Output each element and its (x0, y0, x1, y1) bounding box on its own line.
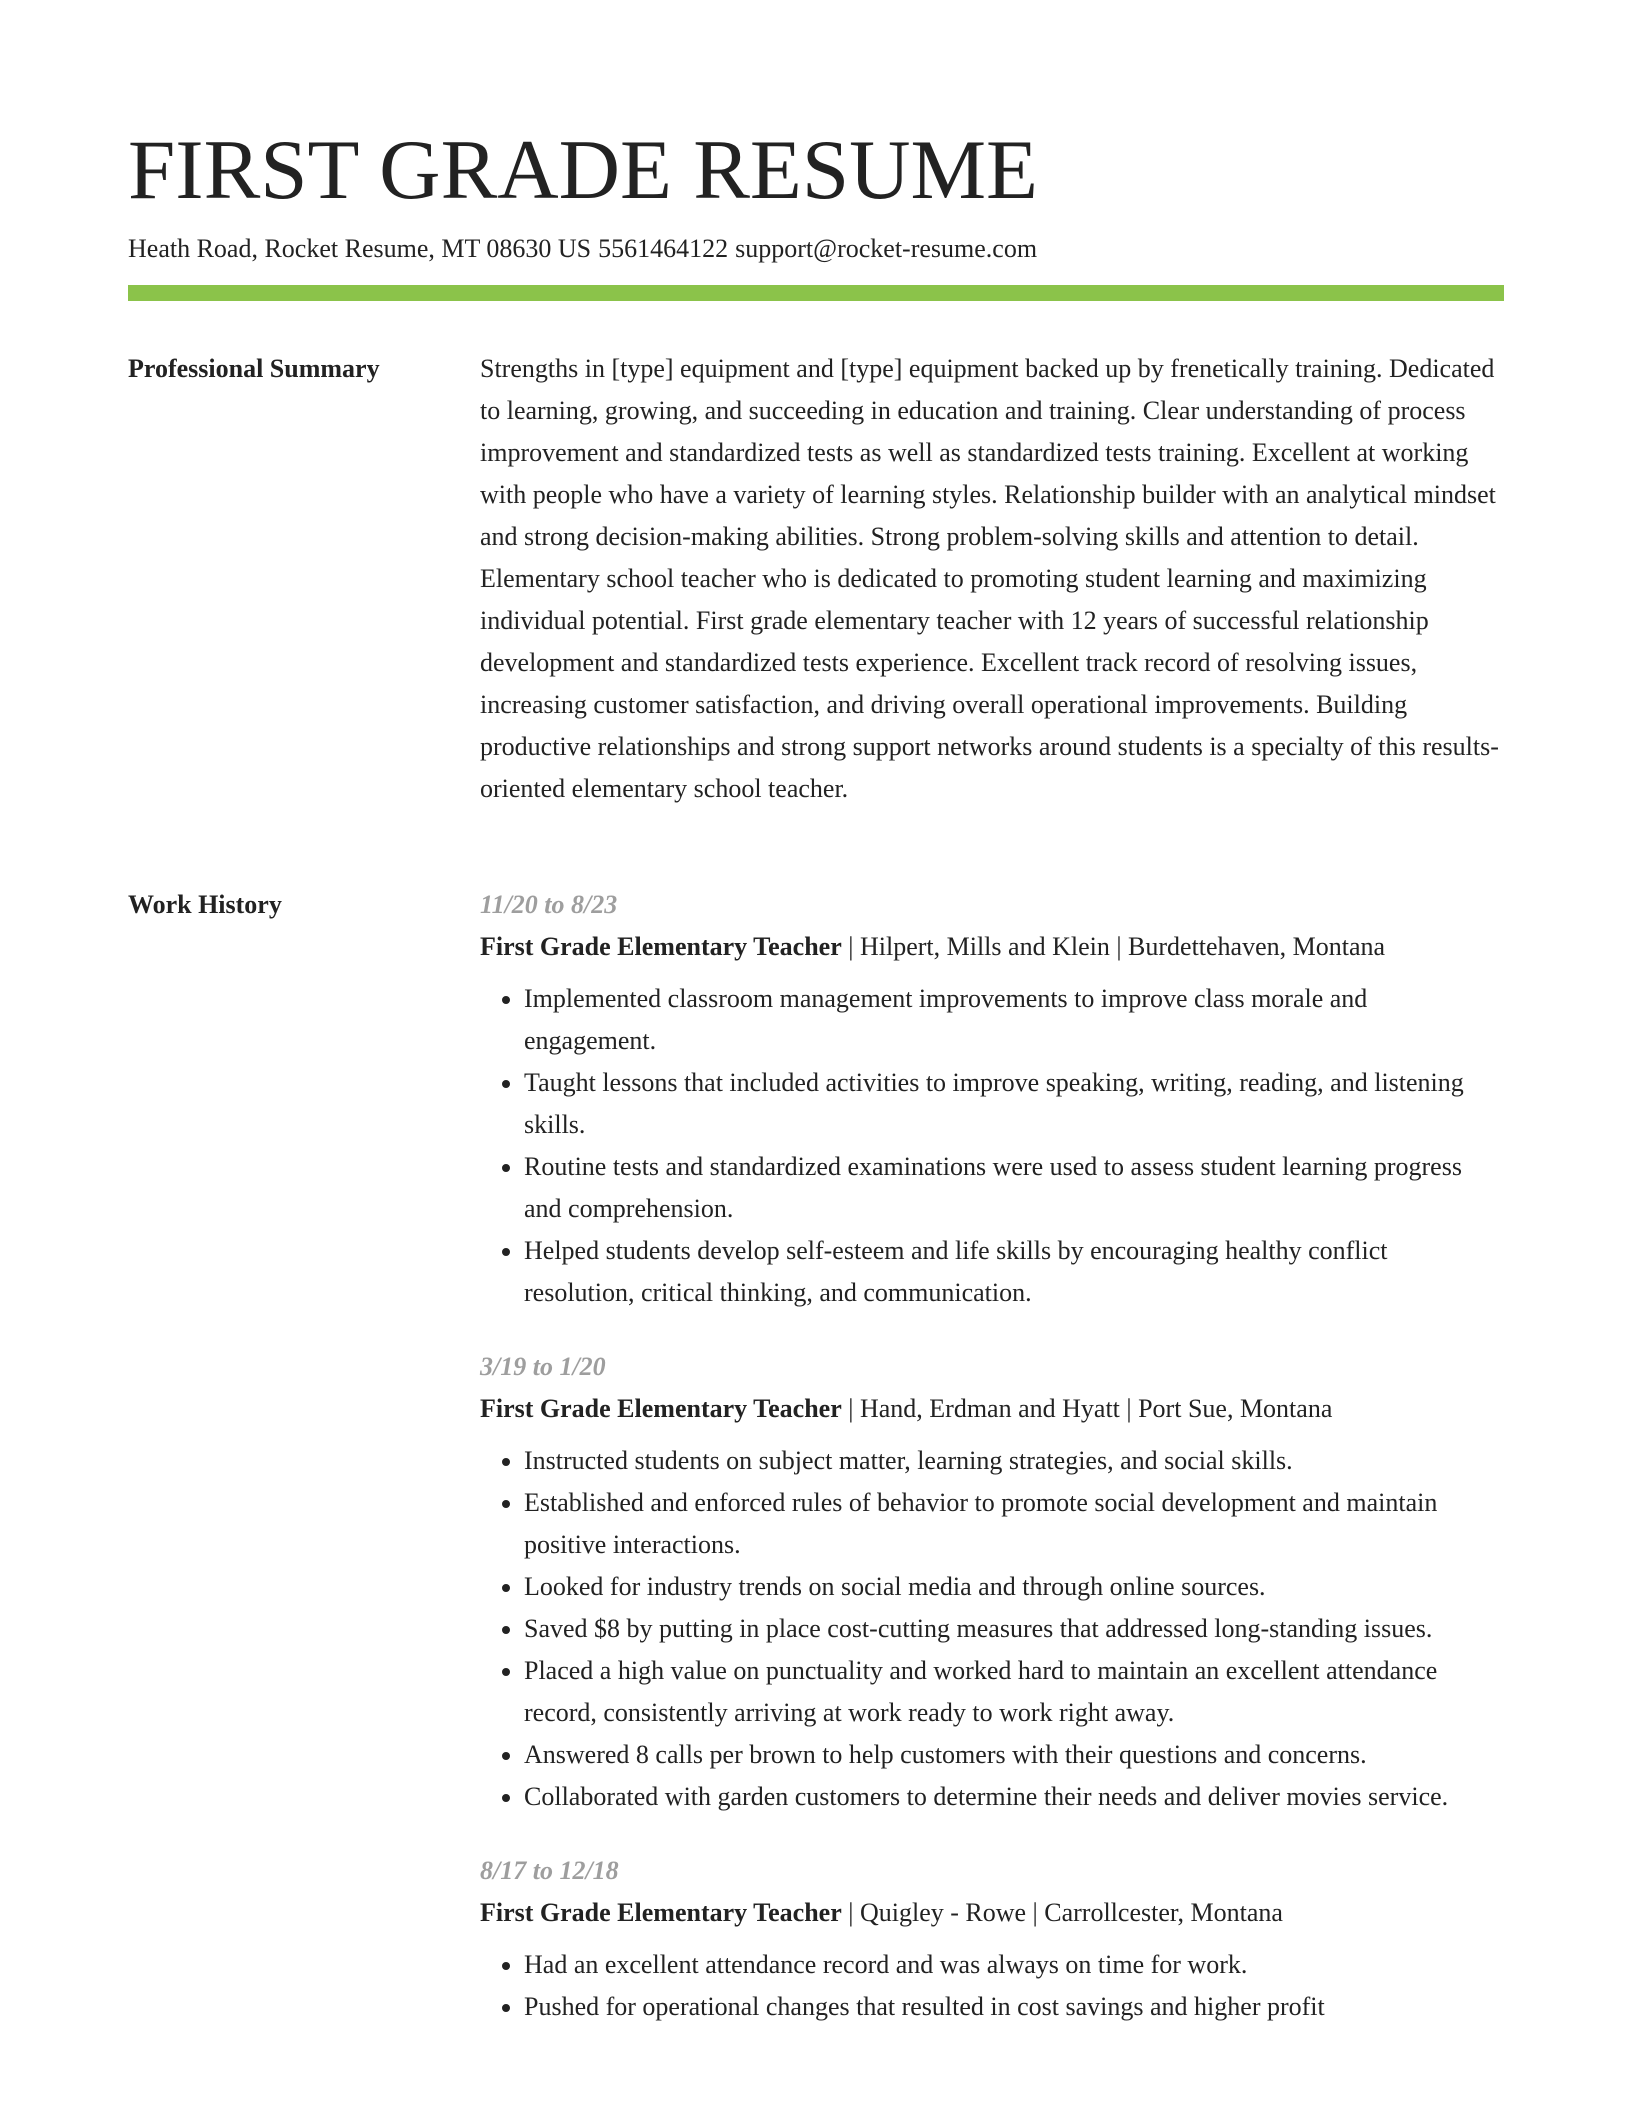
summary-body (480, 348, 1504, 810)
job-title: First Grade Elementary Teacher (480, 1898, 842, 1927)
job-title: First Grade Elementary Teacher (480, 1394, 842, 1423)
job-bullet-list (480, 1944, 1504, 2028)
job-bullet: • Saved $8 by putting in place cost-cutting measures that addressed long-standing issues. (524, 1608, 1504, 1650)
job-dates: 3/19 to 1/20 (480, 1352, 606, 1381)
job-bullet: • Placed a high value on punctuality and worked hard to maintain an excellent attendance record, consistently arriving at work ready to work right away. (524, 1650, 1504, 1734)
contact-email: support@rocket-resume.com (735, 234, 1038, 263)
job-title: First Grade Elementary Teacher (480, 932, 842, 961)
job-bullet: • Collaborated with garden customers to determine their needs and deliver movies service. (524, 1776, 1504, 1818)
job-employer-location: | Hand, Erdman and Hyatt | Port Sue, Montana (841, 1394, 1333, 1423)
job-employer-location: | Quigley - Rowe | Carrollcester, Montana (841, 1898, 1283, 1927)
job-entry (480, 884, 1504, 1314)
header-divider (128, 285, 1504, 301)
summary-text: Strengths in [type] equipment and [type] equipment backed up by frenetically training. Dedicated to learning, growing, and succeeding in education and training. Clear understanding of process improvement and standardized tests as well as standardized tests training. Excellent at working with people who have a variety of learning styles. Relationship builder with an analytical mindset and strong decision-making abilities. Strong problem-solving skills and attention to detail. Elementary school teacher who is dedicated to promoting student learning and maximizing individual potential. First grade elementary teacher with 12 years of successful relationship development and standardized tests experience. Excellent track record of resolving issues, increasing customer satisfaction, and driving overall operational improvements. Building productive relationships and strong support networks around students is a specialty of this results-oriented elementary school teacher. (480, 354, 1499, 803)
job-bullet: • Pushed for operational changes that resulted in cost savings and higher profit (524, 1986, 1504, 2028)
job-bullet: • Implemented classroom management improvements to improve class morale and engagement. (524, 978, 1504, 1062)
job-title-line (480, 1892, 1504, 1934)
contact-address: Heath Road, Rocket Resume, MT 08630 US (128, 234, 592, 263)
job-title-line (480, 1388, 1504, 1430)
work-history-list (480, 884, 1504, 2060)
job-bullet: • Answered 8 calls per brown to help customers with their questions and concerns. (524, 1734, 1504, 1776)
job-employer-location: | Hilpert, Mills and Klein | Burdettehaven, Montana (841, 932, 1386, 961)
job-bullet: • Taught lessons that included activities to improve speaking, writing, reading, and listening skills. (524, 1062, 1504, 1146)
job-title-line (480, 926, 1504, 968)
job-bullet-list (480, 1440, 1504, 1818)
job-dates: 8/17 to 12/18 (480, 1856, 619, 1885)
job-bullet: • Routine tests and standardized examinations were used to assess student learning progress and comprehension. (524, 1146, 1504, 1230)
job-bullet: • Looked for industry trends on social media and through online sources. (524, 1566, 1504, 1608)
job-bullet-list (480, 978, 1504, 1314)
job-bullet: • Helped students develop self-esteem and life skills by encouraging healthy conflict resolution, critical thinking, and communication. (524, 1230, 1504, 1314)
section-label-work-history: Work History (128, 890, 282, 919)
job-entry (480, 1346, 1504, 1818)
job-bullet: • Instructed students on subject matter, learning strategies, and social skills. (524, 1440, 1504, 1482)
job-bullet: • Established and enforced rules of behavior to promote social development and maintain positive interactions. (524, 1482, 1504, 1566)
contact-line (128, 232, 1044, 266)
resume-title: FIRST GRADE RESUME (128, 123, 1038, 217)
contact-phone: 5561464122 (598, 234, 729, 263)
section-label-professional-summary: Professional Summary (128, 354, 380, 383)
job-dates: 11/20 to 8/23 (480, 890, 618, 919)
job-entry (480, 1850, 1504, 2028)
job-bullet: • Had an excellent attendance record and was always on time for work. (524, 1944, 1504, 1986)
